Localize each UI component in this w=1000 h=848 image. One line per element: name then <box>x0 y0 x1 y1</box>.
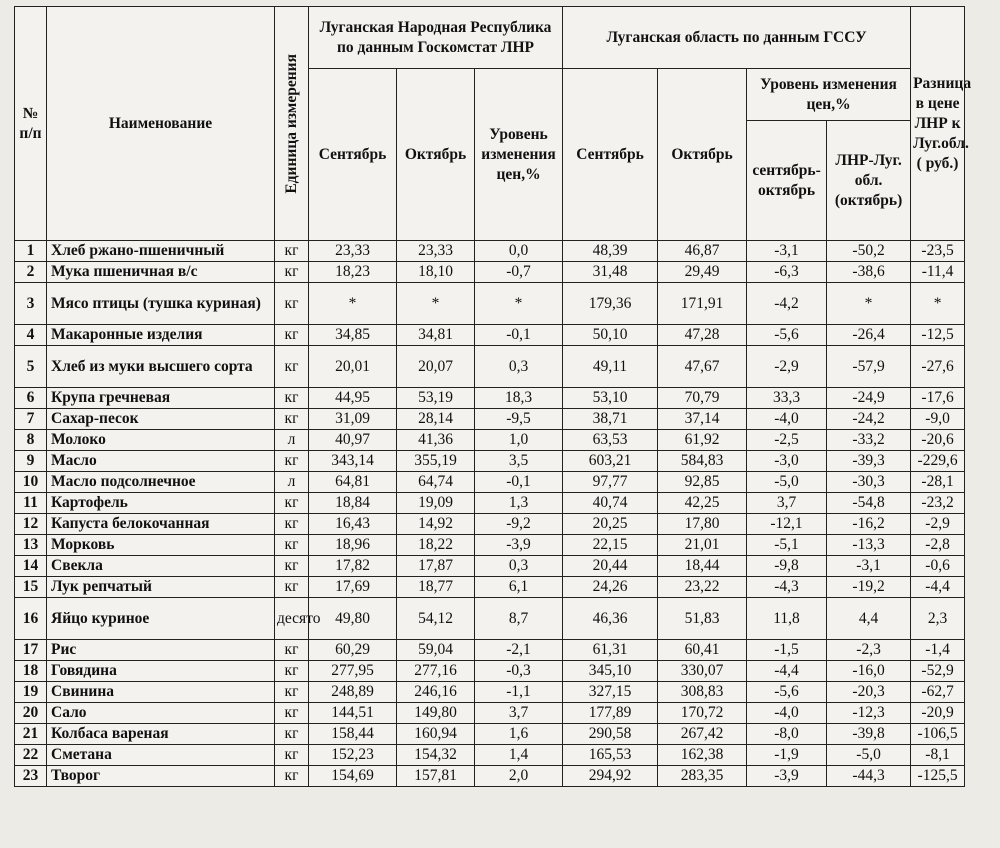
price-difference: -2,8 <box>911 535 965 556</box>
header-lnr-september: Сентябрь <box>309 69 397 241</box>
row-unit: кг <box>275 577 309 598</box>
row-name: Свекла <box>47 556 275 577</box>
change-lnr-lug: -12,3 <box>827 703 911 724</box>
row-number: 14 <box>15 556 47 577</box>
table-row <box>15 745 965 766</box>
price-difference: -1,4 <box>911 640 965 661</box>
row-unit: кг <box>275 514 309 535</box>
row-name: Рис <box>47 640 275 661</box>
lug-september: 165,53 <box>563 745 658 766</box>
change-lnr-lug: -24,9 <box>827 388 911 409</box>
lnr-september: 40,97 <box>309 430 397 451</box>
lug-october: 37,14 <box>658 409 747 430</box>
lnr-change: 6,1 <box>475 577 563 598</box>
lnr-september: 64,81 <box>309 472 397 493</box>
change-sep-oct: 33,3 <box>747 388 827 409</box>
lug-october: 308,83 <box>658 682 747 703</box>
change-sep-oct: -8,0 <box>747 724 827 745</box>
lnr-change: 1,4 <box>475 745 563 766</box>
table-row <box>15 703 965 724</box>
lnr-september: 343,14 <box>309 451 397 472</box>
lnr-september: 18,96 <box>309 535 397 556</box>
row-unit: кг <box>275 262 309 283</box>
lug-september: 31,48 <box>563 262 658 283</box>
row-number: 3 <box>15 283 47 325</box>
lug-september: 97,77 <box>563 472 658 493</box>
change-sep-oct: -3,1 <box>747 241 827 262</box>
lnr-change: -0,7 <box>475 262 563 283</box>
table-row <box>15 682 965 703</box>
lug-october: 23,22 <box>658 577 747 598</box>
lnr-october: 154,32 <box>397 745 475 766</box>
row-number: 10 <box>15 472 47 493</box>
lnr-change: -0,1 <box>475 325 563 346</box>
table-row <box>15 514 965 535</box>
row-name: Мясо птицы (тушка куриная) <box>47 283 275 325</box>
change-lnr-lug: -33,2 <box>827 430 911 451</box>
lug-september: 290,58 <box>563 724 658 745</box>
lug-september: 20,25 <box>563 514 658 535</box>
change-sep-oct: -4,4 <box>747 661 827 682</box>
lnr-change: 0,0 <box>475 241 563 262</box>
change-sep-oct: -5,6 <box>747 325 827 346</box>
lnr-change: -2,1 <box>475 640 563 661</box>
lug-september: 63,53 <box>563 430 658 451</box>
price-difference: 2,3 <box>911 598 965 640</box>
price-difference: -27,6 <box>911 346 965 388</box>
lnr-september: 16,43 <box>309 514 397 535</box>
lug-october: 162,38 <box>658 745 747 766</box>
row-number: 4 <box>15 325 47 346</box>
change-lnr-lug: 4,4 <box>827 598 911 640</box>
row-number: 12 <box>15 514 47 535</box>
row-name: Хлеб ржано-пшеничный <box>47 241 275 262</box>
lnr-change: 1,3 <box>475 493 563 514</box>
price-difference: -52,9 <box>911 661 965 682</box>
lug-october: 17,80 <box>658 514 747 535</box>
price-difference: -4,4 <box>911 577 965 598</box>
lug-october: 18,44 <box>658 556 747 577</box>
change-lnr-lug: -16,2 <box>827 514 911 535</box>
lug-october: 171,91 <box>658 283 747 325</box>
header-name: Наименование <box>47 7 275 241</box>
row-unit: кг <box>275 346 309 388</box>
change-lnr-lug: -50,2 <box>827 241 911 262</box>
lnr-september: 152,23 <box>309 745 397 766</box>
lnr-change: -0,3 <box>475 661 563 682</box>
header-lug-group: Луганская область по данным ГССУ <box>563 7 911 69</box>
lnr-october: 20,07 <box>397 346 475 388</box>
row-unit: кг <box>275 556 309 577</box>
header-sep-oct: сентябрь-октябрь <box>747 121 827 241</box>
row-name: Сметана <box>47 745 275 766</box>
lug-september: 46,36 <box>563 598 658 640</box>
row-name: Макаронные изделия <box>47 325 275 346</box>
lnr-change: 8,7 <box>475 598 563 640</box>
table-row <box>15 640 965 661</box>
lug-october: 92,85 <box>658 472 747 493</box>
row-unit: кг <box>275 325 309 346</box>
lnr-october: 19,09 <box>397 493 475 514</box>
price-difference: -229,6 <box>911 451 965 472</box>
price-comparison-document <box>14 6 972 787</box>
change-sep-oct: 11,8 <box>747 598 827 640</box>
row-name: Яйцо куриное <box>47 598 275 640</box>
lnr-october: 246,16 <box>397 682 475 703</box>
lnr-change: -0,1 <box>475 472 563 493</box>
lnr-october: 277,16 <box>397 661 475 682</box>
header-lug-october: Октябрь <box>658 69 747 241</box>
lnr-september: 31,09 <box>309 409 397 430</box>
lnr-october: 54,12 <box>397 598 475 640</box>
row-name: Молоко <box>47 430 275 451</box>
lug-september: 179,36 <box>563 283 658 325</box>
row-number: 21 <box>15 724 47 745</box>
change-lnr-lug: -39,3 <box>827 451 911 472</box>
row-number: 22 <box>15 745 47 766</box>
price-difference: -9,0 <box>911 409 965 430</box>
row-unit: кг <box>275 409 309 430</box>
lug-september: 61,31 <box>563 640 658 661</box>
lnr-october: 157,81 <box>397 766 475 787</box>
lug-october: 47,28 <box>658 325 747 346</box>
change-sep-oct: -3,0 <box>747 451 827 472</box>
price-difference: -20,9 <box>911 703 965 724</box>
lug-september: 345,10 <box>563 661 658 682</box>
change-sep-oct: -12,1 <box>747 514 827 535</box>
lug-october: 330,07 <box>658 661 747 682</box>
lug-october: 61,92 <box>658 430 747 451</box>
table-row <box>15 346 965 388</box>
change-sep-oct: -6,3 <box>747 262 827 283</box>
price-difference: -106,5 <box>911 724 965 745</box>
lnr-september: 23,33 <box>309 241 397 262</box>
header-unit <box>275 7 309 241</box>
lug-october: 70,79 <box>658 388 747 409</box>
row-number: 6 <box>15 388 47 409</box>
row-name: Колбаса вареная <box>47 724 275 745</box>
lnr-september: 277,95 <box>309 661 397 682</box>
row-unit: кг <box>275 388 309 409</box>
row-unit: л <box>275 430 309 451</box>
lnr-october: 28,14 <box>397 409 475 430</box>
lug-october: 42,25 <box>658 493 747 514</box>
lug-september: 603,21 <box>563 451 658 472</box>
row-number: 23 <box>15 766 47 787</box>
change-lnr-lug: -38,6 <box>827 262 911 283</box>
lug-september: 20,44 <box>563 556 658 577</box>
row-unit: кг <box>275 283 309 325</box>
lnr-change: 2,0 <box>475 766 563 787</box>
change-lnr-lug: -13,3 <box>827 535 911 556</box>
lnr-september: 158,44 <box>309 724 397 745</box>
row-number: 19 <box>15 682 47 703</box>
table-row <box>15 598 965 640</box>
lnr-september: 20,01 <box>309 346 397 388</box>
lug-september: 177,89 <box>563 703 658 724</box>
table-row <box>15 766 965 787</box>
table-row <box>15 472 965 493</box>
change-lnr-lug: -20,3 <box>827 682 911 703</box>
lnr-october: 14,92 <box>397 514 475 535</box>
price-difference: * <box>911 283 965 325</box>
header-lnr-group: Луганская Народная Республика по данным Госкомстат ЛНР <box>309 7 563 69</box>
header-lug-september: Сентябрь <box>563 69 658 241</box>
change-lnr-lug: -24,2 <box>827 409 911 430</box>
change-sep-oct: -2,9 <box>747 346 827 388</box>
change-lnr-lug: -19,2 <box>827 577 911 598</box>
row-number: 13 <box>15 535 47 556</box>
row-name: Масло <box>47 451 275 472</box>
row-unit: кг <box>275 241 309 262</box>
table-row <box>15 409 965 430</box>
lnr-september: 154,69 <box>309 766 397 787</box>
lnr-october: 41,36 <box>397 430 475 451</box>
table-row <box>15 283 965 325</box>
row-name: Капуста белокочанная <box>47 514 275 535</box>
price-difference: -8,1 <box>911 745 965 766</box>
lnr-change: 18,3 <box>475 388 563 409</box>
header-lnr-change: Уровень изменения цен,% <box>475 69 563 241</box>
header-number: № п/п <box>15 7 47 241</box>
row-unit: десято <box>275 598 309 640</box>
header-difference: Разница в цене ЛНР к Луг.обл. ( руб.) <box>911 7 965 241</box>
change-sep-oct: -4,2 <box>747 283 827 325</box>
lug-october: 29,49 <box>658 262 747 283</box>
row-number: 20 <box>15 703 47 724</box>
table-row <box>15 577 965 598</box>
row-unit: кг <box>275 724 309 745</box>
lug-september: 294,92 <box>563 766 658 787</box>
lug-october: 21,01 <box>658 535 747 556</box>
row-number: 11 <box>15 493 47 514</box>
row-unit: кг <box>275 682 309 703</box>
table-row <box>15 388 965 409</box>
row-name: Хлеб из муки высшего сорта <box>47 346 275 388</box>
lug-october: 267,42 <box>658 724 747 745</box>
table-row <box>15 325 965 346</box>
lug-october: 60,41 <box>658 640 747 661</box>
lnr-october: 23,33 <box>397 241 475 262</box>
change-lnr-lug: -16,0 <box>827 661 911 682</box>
header-lnr-october: Октябрь <box>397 69 475 241</box>
lnr-october: 149,80 <box>397 703 475 724</box>
row-unit: кг <box>275 535 309 556</box>
row-unit: кг <box>275 493 309 514</box>
table-row <box>15 493 965 514</box>
row-unit: кг <box>275 745 309 766</box>
lnr-october: 53,19 <box>397 388 475 409</box>
price-difference: -125,5 <box>911 766 965 787</box>
lnr-change: 3,7 <box>475 703 563 724</box>
lug-september: 22,15 <box>563 535 658 556</box>
change-sep-oct: -5,0 <box>747 472 827 493</box>
row-name: Свинина <box>47 682 275 703</box>
lnr-october: 18,10 <box>397 262 475 283</box>
lug-october: 170,72 <box>658 703 747 724</box>
table-row <box>15 724 965 745</box>
change-lnr-lug: -57,9 <box>827 346 911 388</box>
price-difference: -23,5 <box>911 241 965 262</box>
row-unit: кг <box>275 640 309 661</box>
change-sep-oct: 3,7 <box>747 493 827 514</box>
row-unit: кг <box>275 661 309 682</box>
lnr-change: -3,9 <box>475 535 563 556</box>
price-difference: -11,4 <box>911 262 965 283</box>
lnr-october: 64,74 <box>397 472 475 493</box>
row-name: Лук репчатый <box>47 577 275 598</box>
header-lnr-lug: ЛНР-Луг. обл. (октябрь) <box>827 121 911 241</box>
change-sep-oct: -1,9 <box>747 745 827 766</box>
lnr-october: 34,81 <box>397 325 475 346</box>
lnr-september: 17,82 <box>309 556 397 577</box>
change-lnr-lug: -3,1 <box>827 556 911 577</box>
table-row <box>15 241 965 262</box>
change-sep-oct: -5,1 <box>747 535 827 556</box>
lnr-change: -9,5 <box>475 409 563 430</box>
table-row <box>15 430 965 451</box>
row-number: 9 <box>15 451 47 472</box>
row-unit: кг <box>275 766 309 787</box>
lug-september: 38,71 <box>563 409 658 430</box>
price-difference: -0,6 <box>911 556 965 577</box>
change-lnr-lug: -44,3 <box>827 766 911 787</box>
lnr-september: 17,69 <box>309 577 397 598</box>
lnr-change: 0,3 <box>475 556 563 577</box>
row-unit: кг <box>275 451 309 472</box>
lnr-change: * <box>475 283 563 325</box>
table-row <box>15 535 965 556</box>
lnr-september: 49,80 <box>309 598 397 640</box>
lug-september: 48,39 <box>563 241 658 262</box>
lnr-change: 1,6 <box>475 724 563 745</box>
change-sep-oct: -2,5 <box>747 430 827 451</box>
lnr-october: 18,77 <box>397 577 475 598</box>
row-number: 5 <box>15 346 47 388</box>
lug-september: 40,74 <box>563 493 658 514</box>
price-difference: -2,9 <box>911 514 965 535</box>
lnr-september: 18,23 <box>309 262 397 283</box>
lug-october: 51,83 <box>658 598 747 640</box>
table-row <box>15 262 965 283</box>
lnr-change: -1,1 <box>475 682 563 703</box>
lnr-september: 18,84 <box>309 493 397 514</box>
lnr-change: 3,5 <box>475 451 563 472</box>
header-change-group: Уровень изменения цен,% <box>747 69 911 121</box>
row-unit: л <box>275 472 309 493</box>
change-lnr-lug: -5,0 <box>827 745 911 766</box>
price-difference: -23,2 <box>911 493 965 514</box>
lug-september: 24,26 <box>563 577 658 598</box>
header-unit-label: Единица измерения <box>282 53 300 194</box>
row-name: Сахар-песок <box>47 409 275 430</box>
change-lnr-lug: -54,8 <box>827 493 911 514</box>
row-number: 1 <box>15 241 47 262</box>
lnr-october: 18,22 <box>397 535 475 556</box>
lug-september: 49,11 <box>563 346 658 388</box>
lug-october: 47,67 <box>658 346 747 388</box>
lug-october: 283,35 <box>658 766 747 787</box>
row-name: Масло подсолнечное <box>47 472 275 493</box>
lug-october: 584,83 <box>658 451 747 472</box>
row-name: Говядина <box>47 661 275 682</box>
change-lnr-lug: * <box>827 283 911 325</box>
row-name: Сало <box>47 703 275 724</box>
lnr-october: 355,19 <box>397 451 475 472</box>
change-sep-oct: -3,9 <box>747 766 827 787</box>
lnr-october: 17,87 <box>397 556 475 577</box>
row-number: 2 <box>15 262 47 283</box>
lnr-september: 34,85 <box>309 325 397 346</box>
lnr-october: 59,04 <box>397 640 475 661</box>
price-difference: -62,7 <box>911 682 965 703</box>
table-row <box>15 451 965 472</box>
change-lnr-lug: -30,3 <box>827 472 911 493</box>
row-name: Мука пшеничная в/с <box>47 262 275 283</box>
row-number: 17 <box>15 640 47 661</box>
lnr-september: * <box>309 283 397 325</box>
change-sep-oct: -1,5 <box>747 640 827 661</box>
price-difference: -20,6 <box>911 430 965 451</box>
lug-september: 53,10 <box>563 388 658 409</box>
row-name: Картофель <box>47 493 275 514</box>
table-row <box>15 661 965 682</box>
lnr-september: 144,51 <box>309 703 397 724</box>
change-lnr-lug: -39,8 <box>827 724 911 745</box>
lnr-change: -9,2 <box>475 514 563 535</box>
lnr-october: 160,94 <box>397 724 475 745</box>
lnr-change: 1,0 <box>475 430 563 451</box>
change-lnr-lug: -2,3 <box>827 640 911 661</box>
row-number: 15 <box>15 577 47 598</box>
row-name: Творог <box>47 766 275 787</box>
row-number: 8 <box>15 430 47 451</box>
lug-october: 46,87 <box>658 241 747 262</box>
change-sep-oct: -9,8 <box>747 556 827 577</box>
row-number: 18 <box>15 661 47 682</box>
change-sep-oct: -5,6 <box>747 682 827 703</box>
lnr-october: * <box>397 283 475 325</box>
price-difference: -28,1 <box>911 472 965 493</box>
row-unit: кг <box>275 703 309 724</box>
table-row <box>15 556 965 577</box>
lug-september: 327,15 <box>563 682 658 703</box>
lnr-september: 44,95 <box>309 388 397 409</box>
lug-september: 50,10 <box>563 325 658 346</box>
lnr-september: 248,89 <box>309 682 397 703</box>
price-difference: -17,6 <box>911 388 965 409</box>
change-sep-oct: -4,0 <box>747 409 827 430</box>
row-name: Крупа гречневая <box>47 388 275 409</box>
lnr-september: 60,29 <box>309 640 397 661</box>
change-sep-oct: -4,3 <box>747 577 827 598</box>
change-lnr-lug: -26,4 <box>827 325 911 346</box>
lnr-change: 0,3 <box>475 346 563 388</box>
price-table <box>14 6 972 787</box>
change-sep-oct: -4,0 <box>747 703 827 724</box>
row-number: 7 <box>15 409 47 430</box>
row-name: Морковь <box>47 535 275 556</box>
price-difference: -12,5 <box>911 325 965 346</box>
row-number: 16 <box>15 598 47 640</box>
